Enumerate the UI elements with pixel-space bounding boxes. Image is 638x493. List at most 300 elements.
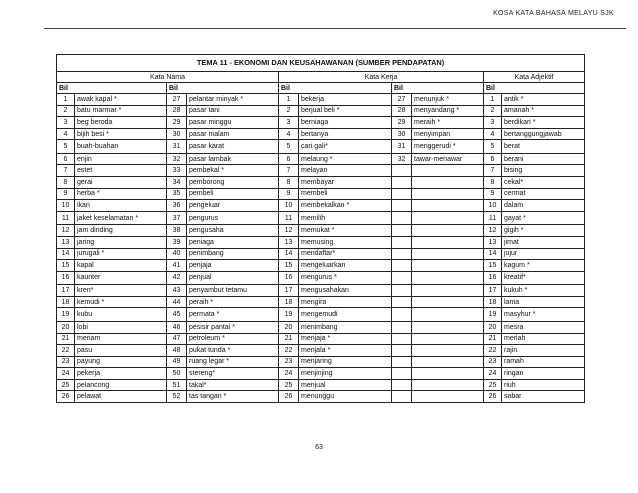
- kata-adjektif-cell: cekal*: [502, 177, 585, 189]
- bil-adjektif-cell: 13: [484, 236, 502, 248]
- kata-adjektif-cell: ramah: [502, 356, 585, 368]
- kata-nama-cell: penjaja: [187, 260, 279, 272]
- bil-nama-cell: 39: [167, 236, 187, 248]
- bil-kerja-cell: 26: [279, 391, 299, 403]
- table-row: [57, 188, 585, 200]
- bil-kerja-cell: 32: [392, 153, 412, 165]
- kata-adjektif-cell: masyhur *: [502, 308, 585, 322]
- kata-adjektif-cell: ringan: [502, 368, 585, 380]
- bil-adjektif-cell: 9: [484, 188, 502, 200]
- kata-kerja-cell: memukat *: [299, 225, 392, 237]
- bil-kerja-cell: [392, 177, 412, 189]
- bil-kerja-cell: 31: [392, 140, 412, 154]
- kata-kerja-cell: bekerja: [299, 94, 392, 106]
- kata-kerja-cell: mengira: [299, 296, 392, 308]
- table-row: [57, 200, 585, 212]
- bil-nama-cell: 14: [57, 248, 75, 260]
- kata-kerja-cell: menunjuk *: [412, 94, 484, 106]
- kata-kerja-cell: menjaring: [299, 356, 392, 368]
- table-row: [57, 211, 585, 225]
- table-row: [57, 296, 585, 308]
- kata-nama-cell: ruang legar *: [187, 356, 279, 368]
- bil-adjektif-cell: 25: [484, 379, 502, 391]
- bil-nama-cell: 18: [57, 296, 75, 308]
- kata-nama-cell: jaring: [75, 236, 167, 248]
- kata-nama-cell: gerai: [75, 177, 167, 189]
- bil-kerja-cell: 13: [279, 236, 299, 248]
- kata-nama-cell: tas tangan *: [187, 391, 279, 403]
- bil-nama-cell: 46: [167, 321, 187, 333]
- bil-adjektif-cell: 6: [484, 153, 502, 165]
- kata-kerja-cell: menjinjing: [299, 368, 392, 380]
- bil-kerja-cell: 6: [279, 153, 299, 165]
- kata-nama-cell: pengeluar: [187, 200, 279, 212]
- bil-nama-cell: 11: [57, 211, 75, 225]
- bil-kerja-cell: 16: [279, 271, 299, 285]
- kata-nama-cell: awak kapal *: [75, 94, 167, 106]
- bil-nama-cell: 6: [57, 153, 75, 165]
- bil-nama-cell: 52: [167, 391, 187, 403]
- kata-kerja-cell: mendaftar*: [299, 248, 392, 260]
- bil-nama-cell: 45: [167, 308, 187, 322]
- kata-nama-cell: lobi: [75, 321, 167, 333]
- bil-nama-cell: 1: [57, 94, 75, 106]
- bil-kerja-cell: [392, 308, 412, 322]
- bil-kerja-cell: [392, 211, 412, 225]
- kata-nama-cell: pembeli: [187, 188, 279, 200]
- kata-kerja-cell: [412, 236, 484, 248]
- kata-nama-cell: jam dinding: [75, 225, 167, 237]
- kata-nama-cell: kemudi *: [75, 296, 167, 308]
- bil-kerja-cell: 27: [392, 94, 412, 106]
- bil-nama-cell: 31: [167, 140, 187, 154]
- bil-nama-cell: 51: [167, 379, 187, 391]
- group-header-kata-kerja: Kata Kerja: [279, 72, 484, 83]
- bil-adjektif-cell: 22: [484, 345, 502, 357]
- kata-nama-cell: beg beroda: [75, 117, 167, 129]
- bil-nama-cell: 30: [167, 128, 187, 140]
- bil-nama-cell: 15: [57, 260, 75, 272]
- kata-nama-cell: takal*: [187, 379, 279, 391]
- table-row: [57, 345, 585, 357]
- bil-kerja-cell: 2: [279, 105, 299, 117]
- table-row: [57, 94, 585, 106]
- kata-adjektif-cell: jujur: [502, 248, 585, 260]
- kata-adjektif-cell: dalam: [502, 200, 585, 212]
- bil-kerja-cell: [392, 200, 412, 212]
- kata-kerja-cell: [412, 356, 484, 368]
- kata-nama-cell: bijih besi *: [75, 128, 167, 140]
- bil-kerja-cell: [392, 356, 412, 368]
- table-row: [57, 260, 585, 272]
- kata-nama-cell: kaunter: [75, 271, 167, 285]
- kata-kerja-cell: [412, 211, 484, 225]
- table-row: [57, 248, 585, 260]
- kata-kerja-cell: mengurus *: [299, 271, 392, 285]
- kata-kerja-cell: [412, 345, 484, 357]
- bil-nama-cell: 38: [167, 225, 187, 237]
- kata-kerja-cell: bertanya: [299, 128, 392, 140]
- table-row: [57, 117, 585, 129]
- kata-kerja-cell: memusing: [299, 236, 392, 248]
- kata-nama-cell: pelancong: [75, 379, 167, 391]
- bil-adjektif-cell: 23: [484, 356, 502, 368]
- bil-kerja-cell: 18: [279, 296, 299, 308]
- bil-adjektif-cell: 17: [484, 285, 502, 297]
- bil-nama-cell: 4: [57, 128, 75, 140]
- kata-kerja-cell: tawar-menawar: [412, 153, 484, 165]
- bil-kerja-cell: [392, 391, 412, 403]
- kata-adjektif-cell: gayat *: [502, 211, 585, 225]
- bil-adjektif-cell: 2: [484, 105, 502, 117]
- bil-nama-cell: 42: [167, 271, 187, 285]
- bil-adjektif-cell: 8: [484, 177, 502, 189]
- bil-kerja-cell: 15: [279, 260, 299, 272]
- kata-nama-cell: pengusaha: [187, 225, 279, 237]
- bil-kerja-cell: 11: [279, 211, 299, 225]
- kata-nama-cell: kapal: [75, 260, 167, 272]
- table-body: [57, 55, 585, 403]
- kata-kerja-cell: [412, 379, 484, 391]
- bil-adjektif-cell: 21: [484, 333, 502, 345]
- bil-adjektif-cell: 7: [484, 165, 502, 177]
- kata-adjektif-cell: riuh: [502, 379, 585, 391]
- table-row: [57, 285, 585, 297]
- kata-kerja-cell: [412, 308, 484, 322]
- kata-adjektif-cell: bertanggungjawab: [502, 128, 585, 140]
- kata-nama-cell: kren*: [75, 285, 167, 297]
- bil-kerja-cell: [392, 368, 412, 380]
- bil-nama-cell: 32: [167, 153, 187, 165]
- bil-kerja-cell: 10: [279, 200, 299, 212]
- kata-nama-cell: pemborong: [187, 177, 279, 189]
- kata-kerja-cell: [412, 296, 484, 308]
- kata-nama-cell: pasar minggu: [187, 117, 279, 129]
- kata-adjektif-cell: meriah: [502, 333, 585, 345]
- table-row: [57, 391, 585, 403]
- kata-kerja-cell: membayar: [299, 177, 392, 189]
- kata-adjektif-cell: antik *: [502, 94, 585, 106]
- kata-kerja-cell: [412, 248, 484, 260]
- bil-nama-cell: 25: [57, 379, 75, 391]
- kata-kerja-cell: menjual: [299, 379, 392, 391]
- table-row: [57, 321, 585, 333]
- kata-adjektif-cell: sabar: [502, 391, 585, 403]
- table-row: [57, 308, 585, 322]
- kata-kerja-cell: memilih: [299, 211, 392, 225]
- bil-adjektif-cell: 20: [484, 321, 502, 333]
- kata-kerja-cell: [412, 333, 484, 345]
- table-title: TEMA 11 - EKONOMI DAN KEUSAHAWANAN (SUMBER PENDAPATAN): [57, 55, 585, 72]
- bil-header: Bil: [167, 83, 279, 94]
- bil-kerja-cell: [392, 321, 412, 333]
- kata-nama-cell: petroleum *: [187, 333, 279, 345]
- kata-nama-cell: pesisir pantai *: [187, 321, 279, 333]
- bil-nama-cell: 24: [57, 368, 75, 380]
- bil-kerja-cell: [392, 271, 412, 285]
- kata-nama-cell: pasar karat: [187, 140, 279, 154]
- kata-nama-cell: jurugali *: [75, 248, 167, 260]
- bil-adjektif-cell: 4: [484, 128, 502, 140]
- kata-kerja-cell: menunggu: [299, 391, 392, 403]
- kata-kerja-cell: menjala *: [299, 345, 392, 357]
- kata-nama-cell: stereng*: [187, 368, 279, 380]
- kata-kerja-cell: meraih *: [412, 117, 484, 129]
- bil-kerja-cell: 20: [279, 321, 299, 333]
- page-number: 63: [315, 444, 323, 451]
- bil-kerja-cell: [392, 248, 412, 260]
- kata-nama-cell: kubu: [75, 308, 167, 322]
- bil-kerja-cell: 23: [279, 356, 299, 368]
- kata-nama-cell: permata *: [187, 308, 279, 322]
- table-row: [57, 165, 585, 177]
- kata-nama-cell: pukat tunda *: [187, 345, 279, 357]
- bil-adjektif-cell: 19: [484, 308, 502, 322]
- kata-nama-cell: pengurus: [187, 211, 279, 225]
- kata-nama-cell: pelawat: [75, 391, 167, 403]
- kata-nama-cell: pekerja: [75, 368, 167, 380]
- bil-nama-cell: 43: [167, 285, 187, 297]
- kata-adjektif-cell: kukuh *: [502, 285, 585, 297]
- kata-nama-cell: batu marmar *: [75, 105, 167, 117]
- table-row: [57, 271, 585, 285]
- bil-adjektif-cell: 15: [484, 260, 502, 272]
- running-header: KOSA KATA BAHASA MELAYU SJK: [493, 10, 614, 17]
- bil-kerja-cell: 21: [279, 333, 299, 345]
- bil-kerja-cell: 28: [392, 105, 412, 117]
- kata-adjektif-cell: berat: [502, 140, 585, 154]
- table-row: [57, 379, 585, 391]
- bil-kerja-cell: 30: [392, 128, 412, 140]
- bil-header: Bil: [279, 83, 392, 94]
- kata-adjektif-cell: cermat: [502, 188, 585, 200]
- bil-nama-cell: 5: [57, 140, 75, 154]
- table-row: [57, 128, 585, 140]
- bil-header: Bil: [392, 83, 484, 94]
- kata-kerja-cell: membeli: [299, 188, 392, 200]
- kata-nama-cell: penyambut tetamu: [187, 285, 279, 297]
- bil-nama-cell: 3: [57, 117, 75, 129]
- kata-kerja-cell: berniaga: [299, 117, 392, 129]
- kata-nama-cell: payung: [75, 356, 167, 368]
- bil-nama-cell: 48: [167, 345, 187, 357]
- table-row: [57, 140, 585, 154]
- table-title-row: [57, 55, 585, 72]
- kata-kerja-cell: menggerudi *: [412, 140, 484, 154]
- kata-kerja-cell: [412, 188, 484, 200]
- kata-kerja-cell: berjual beli *: [299, 105, 392, 117]
- bil-nama-cell: 33: [167, 165, 187, 177]
- kata-nama-cell: enjin: [75, 153, 167, 165]
- bil-kerja-cell: 22: [279, 345, 299, 357]
- bil-kerja-cell: [392, 333, 412, 345]
- bil-nama-cell: 16: [57, 271, 75, 285]
- kata-nama-cell: estet: [75, 165, 167, 177]
- bil-kerja-cell: [392, 188, 412, 200]
- kata-adjektif-cell: lama: [502, 296, 585, 308]
- kata-kerja-cell: [412, 271, 484, 285]
- bil-nama-cell: 13: [57, 236, 75, 248]
- bil-adjektif-cell: 12: [484, 225, 502, 237]
- kata-kerja-cell: [412, 321, 484, 333]
- kata-nama-cell: pelantar minyak *: [187, 94, 279, 106]
- bil-nama-cell: 50: [167, 368, 187, 380]
- group-header-row: [57, 72, 585, 83]
- bil-nama-cell: 40: [167, 248, 187, 260]
- bil-nama-cell: 17: [57, 285, 75, 297]
- kata-nama-cell: herba *: [75, 188, 167, 200]
- kata-kerja-cell: menyimpan: [412, 128, 484, 140]
- bil-nama-cell: 2: [57, 105, 75, 117]
- kata-nama-cell: pasu: [75, 345, 167, 357]
- bil-adjektif-cell: 18: [484, 296, 502, 308]
- bil-kerja-cell: 12: [279, 225, 299, 237]
- table-row: [57, 153, 585, 165]
- kata-nama-cell: buah-buahan: [75, 140, 167, 154]
- kata-kerja-cell: [412, 177, 484, 189]
- kata-kerja-cell: [412, 225, 484, 237]
- kata-nama-cell: meriam: [75, 333, 167, 345]
- bil-kerja-cell: [392, 236, 412, 248]
- bil-kerja-cell: [392, 296, 412, 308]
- bil-nama-cell: 9: [57, 188, 75, 200]
- table-row: [57, 333, 585, 345]
- kata-kerja-cell: [412, 285, 484, 297]
- kata-adjektif-cell: mesra: [502, 321, 585, 333]
- header-rule: [44, 28, 626, 29]
- kata-nama-cell: pasar lambak: [187, 153, 279, 165]
- bil-kerja-cell: 24: [279, 368, 299, 380]
- bil-kerja-cell: [392, 345, 412, 357]
- bil-nama-cell: 41: [167, 260, 187, 272]
- bil-nama-cell: 23: [57, 356, 75, 368]
- bil-kerja-cell: 8: [279, 177, 299, 189]
- bil-adjektif-cell: 16: [484, 271, 502, 285]
- kata-adjektif-cell: gigih *: [502, 225, 585, 237]
- bil-adjektif-cell: 26: [484, 391, 502, 403]
- bil-kerja-cell: 25: [279, 379, 299, 391]
- bil-kerja-cell: 5: [279, 140, 299, 154]
- bil-kerja-cell: 29: [392, 117, 412, 129]
- kata-adjektif-cell: berani: [502, 153, 585, 165]
- bil-nama-cell: 47: [167, 333, 187, 345]
- kata-kerja-cell: [412, 368, 484, 380]
- bil-nama-cell: 12: [57, 225, 75, 237]
- bil-kerja-cell: [392, 285, 412, 297]
- table-row: [57, 177, 585, 189]
- kata-nama-cell: peniaga: [187, 236, 279, 248]
- bil-kerja-cell: 14: [279, 248, 299, 260]
- kata-nama-cell: peraih *: [187, 296, 279, 308]
- bil-kerja-cell: 7: [279, 165, 299, 177]
- bil-nama-cell: 34: [167, 177, 187, 189]
- kata-kerja-cell: melaung *: [299, 153, 392, 165]
- bil-kerja-cell: [392, 225, 412, 237]
- kata-kerja-cell: membekalkan *: [299, 200, 392, 212]
- bil-nama-cell: 21: [57, 333, 75, 345]
- group-header-kata-adjektif: Kata Adjektif: [484, 72, 585, 83]
- bil-nama-cell: 29: [167, 117, 187, 129]
- bil-nama-cell: 10: [57, 200, 75, 212]
- bil-header: Bil: [484, 83, 585, 94]
- kata-kerja-cell: mengusahakan: [299, 285, 392, 297]
- table-row: [57, 236, 585, 248]
- kata-kerja-cell: menimbang: [299, 321, 392, 333]
- kata-kerja-cell: cari gali*: [299, 140, 392, 154]
- bil-header-row: [57, 83, 585, 94]
- kata-kerja-cell: menjaja *: [299, 333, 392, 345]
- bil-kerja-cell: [392, 379, 412, 391]
- bil-nama-cell: 7: [57, 165, 75, 177]
- bil-nama-cell: 28: [167, 105, 187, 117]
- bil-adjektif-cell: 3: [484, 117, 502, 129]
- kata-nama-cell: jaket keselamatan *: [75, 211, 167, 225]
- kata-adjektif-cell: amanah *: [502, 105, 585, 117]
- table-row: [57, 368, 585, 380]
- kata-adjektif-cell: rajin: [502, 345, 585, 357]
- kata-adjektif-cell: bising: [502, 165, 585, 177]
- kata-nama-cell: pasar tani: [187, 105, 279, 117]
- kata-adjektif-cell: kagum *: [502, 260, 585, 272]
- bil-nama-cell: 27: [167, 94, 187, 106]
- bil-adjektif-cell: 14: [484, 248, 502, 260]
- table-row: [57, 356, 585, 368]
- bil-nama-cell: 22: [57, 345, 75, 357]
- bil-nama-cell: 37: [167, 211, 187, 225]
- bil-kerja-cell: 3: [279, 117, 299, 129]
- bil-nama-cell: 26: [57, 391, 75, 403]
- bil-kerja-cell: 9: [279, 188, 299, 200]
- bil-nama-cell: 19: [57, 308, 75, 322]
- kata-kerja-cell: melayan: [299, 165, 392, 177]
- table-row: [57, 105, 585, 117]
- bil-adjektif-cell: 24: [484, 368, 502, 380]
- kata-kerja-cell: mengemudi: [299, 308, 392, 322]
- bil-adjektif-cell: 10: [484, 200, 502, 212]
- kata-kerja-cell: [412, 165, 484, 177]
- bil-header: Bil: [57, 83, 167, 94]
- bil-nama-cell: 36: [167, 200, 187, 212]
- kata-nama-cell: penimbang: [187, 248, 279, 260]
- kata-kerja-cell: [412, 260, 484, 272]
- table-row: [57, 225, 585, 237]
- bil-nama-cell: 8: [57, 177, 75, 189]
- kata-nama-cell: pembekal *: [187, 165, 279, 177]
- kata-adjektif-cell: berdikari *: [502, 117, 585, 129]
- bil-kerja-cell: 4: [279, 128, 299, 140]
- bil-kerja-cell: [392, 260, 412, 272]
- bil-nama-cell: 20: [57, 321, 75, 333]
- kata-kerja-cell: menyandang *: [412, 105, 484, 117]
- kata-nama-cell: ikan: [75, 200, 167, 212]
- bil-nama-cell: 49: [167, 356, 187, 368]
- bil-adjektif-cell: 11: [484, 211, 502, 225]
- bil-adjektif-cell: 1: [484, 94, 502, 106]
- bil-kerja-cell: 17: [279, 285, 299, 297]
- kata-kerja-cell: [412, 200, 484, 212]
- bil-kerja-cell: 19: [279, 308, 299, 322]
- bil-adjektif-cell: 5: [484, 140, 502, 154]
- kata-kerja-cell: mengeluarkan: [299, 260, 392, 272]
- kata-kerja-cell: [412, 391, 484, 403]
- bil-kerja-cell: 1: [279, 94, 299, 106]
- vocabulary-table: [56, 54, 585, 403]
- bil-kerja-cell: [392, 165, 412, 177]
- kata-adjektif-cell: kreatif*: [502, 271, 585, 285]
- kata-adjektif-cell: jimat: [502, 236, 585, 248]
- bil-nama-cell: 44: [167, 296, 187, 308]
- bil-nama-cell: 35: [167, 188, 187, 200]
